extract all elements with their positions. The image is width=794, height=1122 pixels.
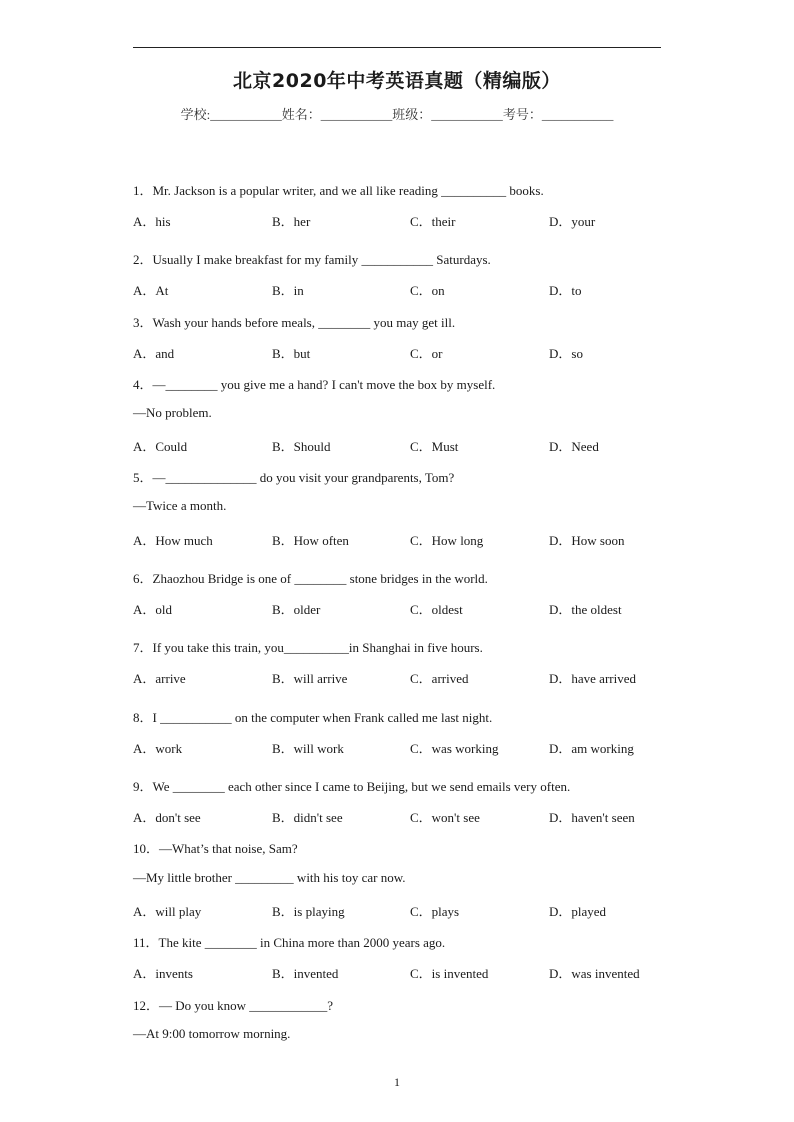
- question-8: 8．I ___________ on the computer when Frank called me last night.: [133, 710, 493, 725]
- question-4-reply: —No problem.: [133, 405, 212, 420]
- option: C．won't see: [410, 810, 480, 825]
- option: B．but: [272, 346, 311, 361]
- option: B．Should: [272, 439, 331, 454]
- option: C．on: [410, 283, 445, 298]
- option: A．and: [133, 346, 175, 361]
- option: D．played: [549, 904, 607, 919]
- question-7: 7．If you take this train, you__________in Shanghai in five hours.: [133, 640, 483, 655]
- option: B．invented: [272, 966, 339, 981]
- question-5: 5．—______________ do you visit your grandparents, Tom?: [133, 470, 455, 485]
- option: B．How often: [272, 533, 349, 548]
- number-field: 考号：___________: [502, 107, 614, 122]
- option: C．or: [410, 346, 443, 361]
- option: B．in: [272, 283, 304, 298]
- question-11: 11．The kite ________ in China more than 2000 years ago.: [133, 935, 446, 950]
- question-6: 6．Zhaozhou Bridge is one of ________ stone bridges in the world.: [133, 571, 488, 586]
- option: B．didn't see: [272, 810, 343, 825]
- option: C．Must: [410, 439, 459, 454]
- option: B．will arrive: [272, 671, 348, 686]
- option: A．will play: [133, 904, 202, 919]
- option: A．At: [133, 283, 169, 298]
- option: C．oldest: [410, 602, 463, 617]
- header-rule: [133, 47, 661, 48]
- question-12-reply: —At 9:00 tomorrow morning.: [133, 1026, 291, 1041]
- class-field: 班级：___________: [392, 107, 503, 122]
- option: D．am working: [549, 741, 634, 756]
- option: B．her: [272, 214, 311, 229]
- option: B．will work: [272, 741, 344, 756]
- question-5-reply: —Twice a month.: [133, 498, 227, 513]
- student-info-line: [0, 104, 794, 123]
- question-10-reply: —My little brother _________ with his toy car now.: [133, 870, 406, 885]
- option: C．is invented: [410, 966, 489, 981]
- question-12: 12．— Do you know ____________?: [133, 998, 334, 1013]
- option: A．Could: [133, 439, 188, 454]
- option: A．work: [133, 741, 183, 756]
- option: C．arrived: [410, 671, 469, 686]
- option: A．old: [133, 602, 173, 617]
- option: A．his: [133, 214, 171, 229]
- option: A．invents: [133, 966, 193, 981]
- option: C．How long: [410, 533, 484, 548]
- option: C．plays: [410, 904, 460, 919]
- option: A．How much: [133, 533, 213, 548]
- option: D．haven't seen: [549, 810, 635, 825]
- question-10: 10．—What’s that noise, Sam?: [133, 841, 298, 856]
- option: D．so: [549, 346, 583, 361]
- option: D．was invented: [549, 966, 640, 981]
- option: C．their: [410, 214, 456, 229]
- question-9: 9．We ________ each other since I came to Beijing, but we send emails very often.: [133, 779, 571, 794]
- option: B．older: [272, 602, 321, 617]
- option: A．don't see: [133, 810, 201, 825]
- question-1: 1．Mr. Jackson is a popular writer, and we all like reading __________ books.: [133, 183, 544, 198]
- page-title: 北京2020年中考英语真题（精编版）: [233, 70, 561, 92]
- option: D．have arrived: [549, 671, 636, 686]
- question-2: 2．Usually I make breakfast for my family ___________ Saturdays.: [133, 252, 491, 267]
- option: D．the oldest: [549, 602, 622, 617]
- question-4: 4．—________ you give me a hand? I can't move the box by myself.: [133, 377, 496, 392]
- option: D．your: [549, 214, 596, 229]
- option: D．Need: [549, 439, 599, 454]
- option: D．How soon: [549, 533, 625, 548]
- question-3: 3．Wash your hands before meals, ________ you may get ill.: [133, 315, 456, 330]
- page-number: 1: [394, 1075, 400, 1089]
- name-field: 姓名：___________: [281, 107, 393, 122]
- option: C．was working: [410, 741, 499, 756]
- option: A．arrive: [133, 671, 186, 686]
- option: D．to: [549, 283, 582, 298]
- school-field: 学校:___________: [180, 107, 282, 122]
- option: B．is playing: [272, 904, 345, 919]
